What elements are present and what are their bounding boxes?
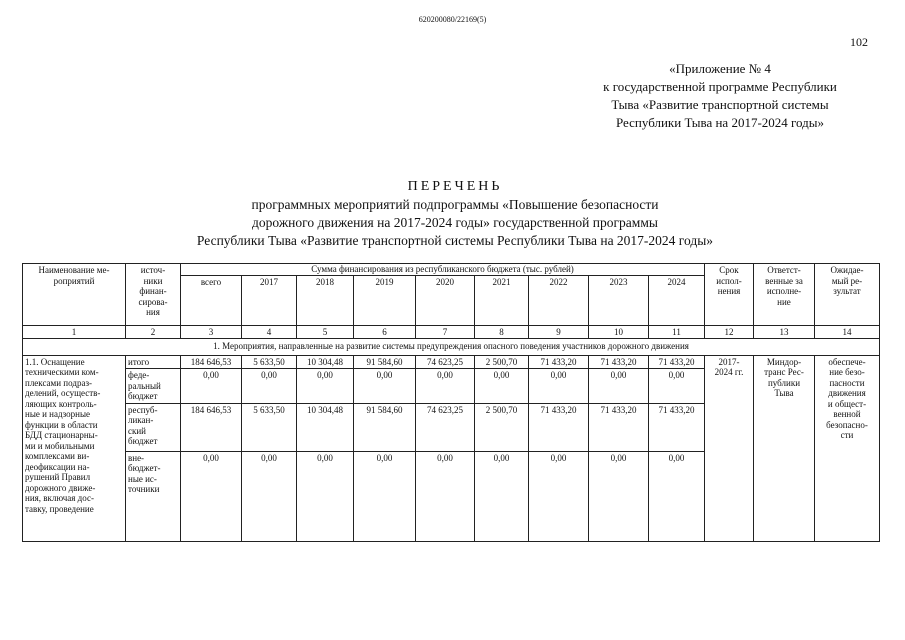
value-cell: 5 633,50 (242, 355, 297, 369)
value-cell: 184 646,53 (181, 403, 242, 451)
header-result: Ожидае- мый ре- зультат (815, 264, 880, 326)
value-cell: 0,00 (181, 451, 242, 541)
source-label: итого (126, 355, 181, 369)
column-number: 4 (242, 325, 297, 339)
value-cell: 91 584,60 (354, 355, 416, 369)
header-name: Наименование ме- роприятий (23, 264, 126, 326)
heading-line: программных мероприятий подпрограммы «Повышение безопасности (251, 197, 659, 212)
value-cell: 10 304,48 (297, 403, 354, 451)
column-number: 13 (754, 325, 815, 339)
heading-title: ПЕРЕЧЕНЬ (407, 179, 503, 194)
value-cell: 0,00 (529, 451, 589, 541)
header-year: 2018 (297, 275, 354, 325)
header-responsible: Ответст- венные за исполне- ние (754, 264, 815, 326)
section-row (23, 339, 880, 356)
value-cell: 0,00 (589, 451, 649, 541)
program-table (22, 263, 880, 542)
value-cell: 184 646,53 (181, 355, 242, 369)
value-cell: 71 433,20 (529, 355, 589, 369)
header-year: 2022 (529, 275, 589, 325)
responsible-cell: Миндор- транс Рес- публики Тыва (754, 355, 815, 541)
term-cell: 2017- 2024 гг. (705, 355, 754, 541)
value-cell: 91 584,60 (354, 403, 416, 451)
value-cell: 0,00 (475, 369, 529, 404)
appendix-line: Тыва «Развитие транспортной системы (611, 97, 829, 112)
value-cell: 71 433,20 (649, 403, 705, 451)
header-term: Срок испол- нения (705, 264, 754, 326)
value-cell: 0,00 (529, 369, 589, 404)
appendix-line: «Приложение № 4 (669, 61, 771, 76)
value-cell: 0,00 (589, 369, 649, 404)
value-cell: 0,00 (297, 451, 354, 541)
header-source: источ- ники финан- сирова- ния (126, 264, 181, 326)
value-cell: 0,00 (297, 369, 354, 404)
value-cell: 0,00 (354, 451, 416, 541)
appendix-line: Республики Тыва на 2017-2024 годы» (615, 115, 825, 130)
value-cell: 71 433,20 (529, 403, 589, 451)
value-cell: 0,00 (242, 369, 297, 404)
value-cell: 0,00 (649, 369, 705, 404)
value-cell: 0,00 (649, 451, 705, 541)
column-numbers-row (23, 325, 880, 339)
header-year: всего (181, 275, 242, 325)
heading-line: Республики Тыва «Развитие транспортной системы Республики Тыва на 2017-2024 годы» (196, 233, 714, 248)
heading-line: дорожного движения на 2017-2024 годы» государственной программы (252, 215, 658, 230)
data-row-total (23, 355, 880, 369)
value-cell: 2 500,70 (475, 355, 529, 369)
value-cell: 0,00 (475, 451, 529, 541)
value-cell: 10 304,48 (297, 355, 354, 369)
page-number: 102 (850, 35, 868, 49)
column-number: 12 (705, 325, 754, 339)
column-number: 5 (297, 325, 354, 339)
value-cell: 0,00 (242, 451, 297, 541)
header-year: 2019 (354, 275, 416, 325)
header-sum: Сумма финансирования из республиканского бюджета (тыс. рублей) (181, 264, 705, 276)
value-cell: 0,00 (416, 369, 475, 404)
measure-name: 1.1. Оснащение техническими ком- плексами подраз- делений, осуществ- ляющих контроль- ные и надзорные функции в области БДД стационарны- ми и мобильными комплексами ви- деофиксации на- рушений Правил дорожного движе- ния, включая дос- тавку, проведение (23, 355, 126, 541)
header-year: 2020 (416, 275, 475, 325)
value-cell: 74 623,25 (416, 355, 475, 369)
column-number: 6 (354, 325, 416, 339)
header-year: 2023 (589, 275, 649, 325)
header-year: 2017 (242, 275, 297, 325)
column-number: 14 (815, 325, 880, 339)
source-label: вне- бюджет- ные ис- точники (126, 451, 181, 541)
column-number: 2 (126, 325, 181, 339)
column-number: 1 (23, 325, 126, 339)
source-label: респуб- ликан- ский бюджет (126, 403, 181, 451)
value-cell: 71 433,20 (649, 355, 705, 369)
value-cell: 74 623,25 (416, 403, 475, 451)
value-cell: 0,00 (181, 369, 242, 404)
column-number: 3 (181, 325, 242, 339)
value-cell: 0,00 (354, 369, 416, 404)
value-cell: 5 633,50 (242, 403, 297, 451)
value-cell: 71 433,20 (589, 403, 649, 451)
header-year: 2021 (475, 275, 529, 325)
column-number: 7 (416, 325, 475, 339)
section-title: 1. Мероприятия, направленные на развитие системы предупреждения опасного поведения участников дорожного движения (23, 339, 880, 356)
value-cell: 2 500,70 (475, 403, 529, 451)
source-label: феде- ральный бюджет (126, 369, 181, 404)
column-number: 9 (529, 325, 589, 339)
column-number: 8 (475, 325, 529, 339)
value-cell: 71 433,20 (589, 355, 649, 369)
document-heading (150, 178, 760, 250)
header-row (23, 264, 880, 276)
column-number: 11 (649, 325, 705, 339)
column-number: 10 (589, 325, 649, 339)
result-cell: обеспече- ние безо- пасности движения и общест- венной безопасно- сти (815, 355, 880, 541)
value-cell: 0,00 (416, 451, 475, 541)
document-id: 620200080/22169(5) (418, 15, 487, 24)
header-year: 2024 (649, 275, 705, 325)
appendix-line: к государственной программе Республики (603, 79, 837, 94)
appendix-note (560, 60, 880, 132)
